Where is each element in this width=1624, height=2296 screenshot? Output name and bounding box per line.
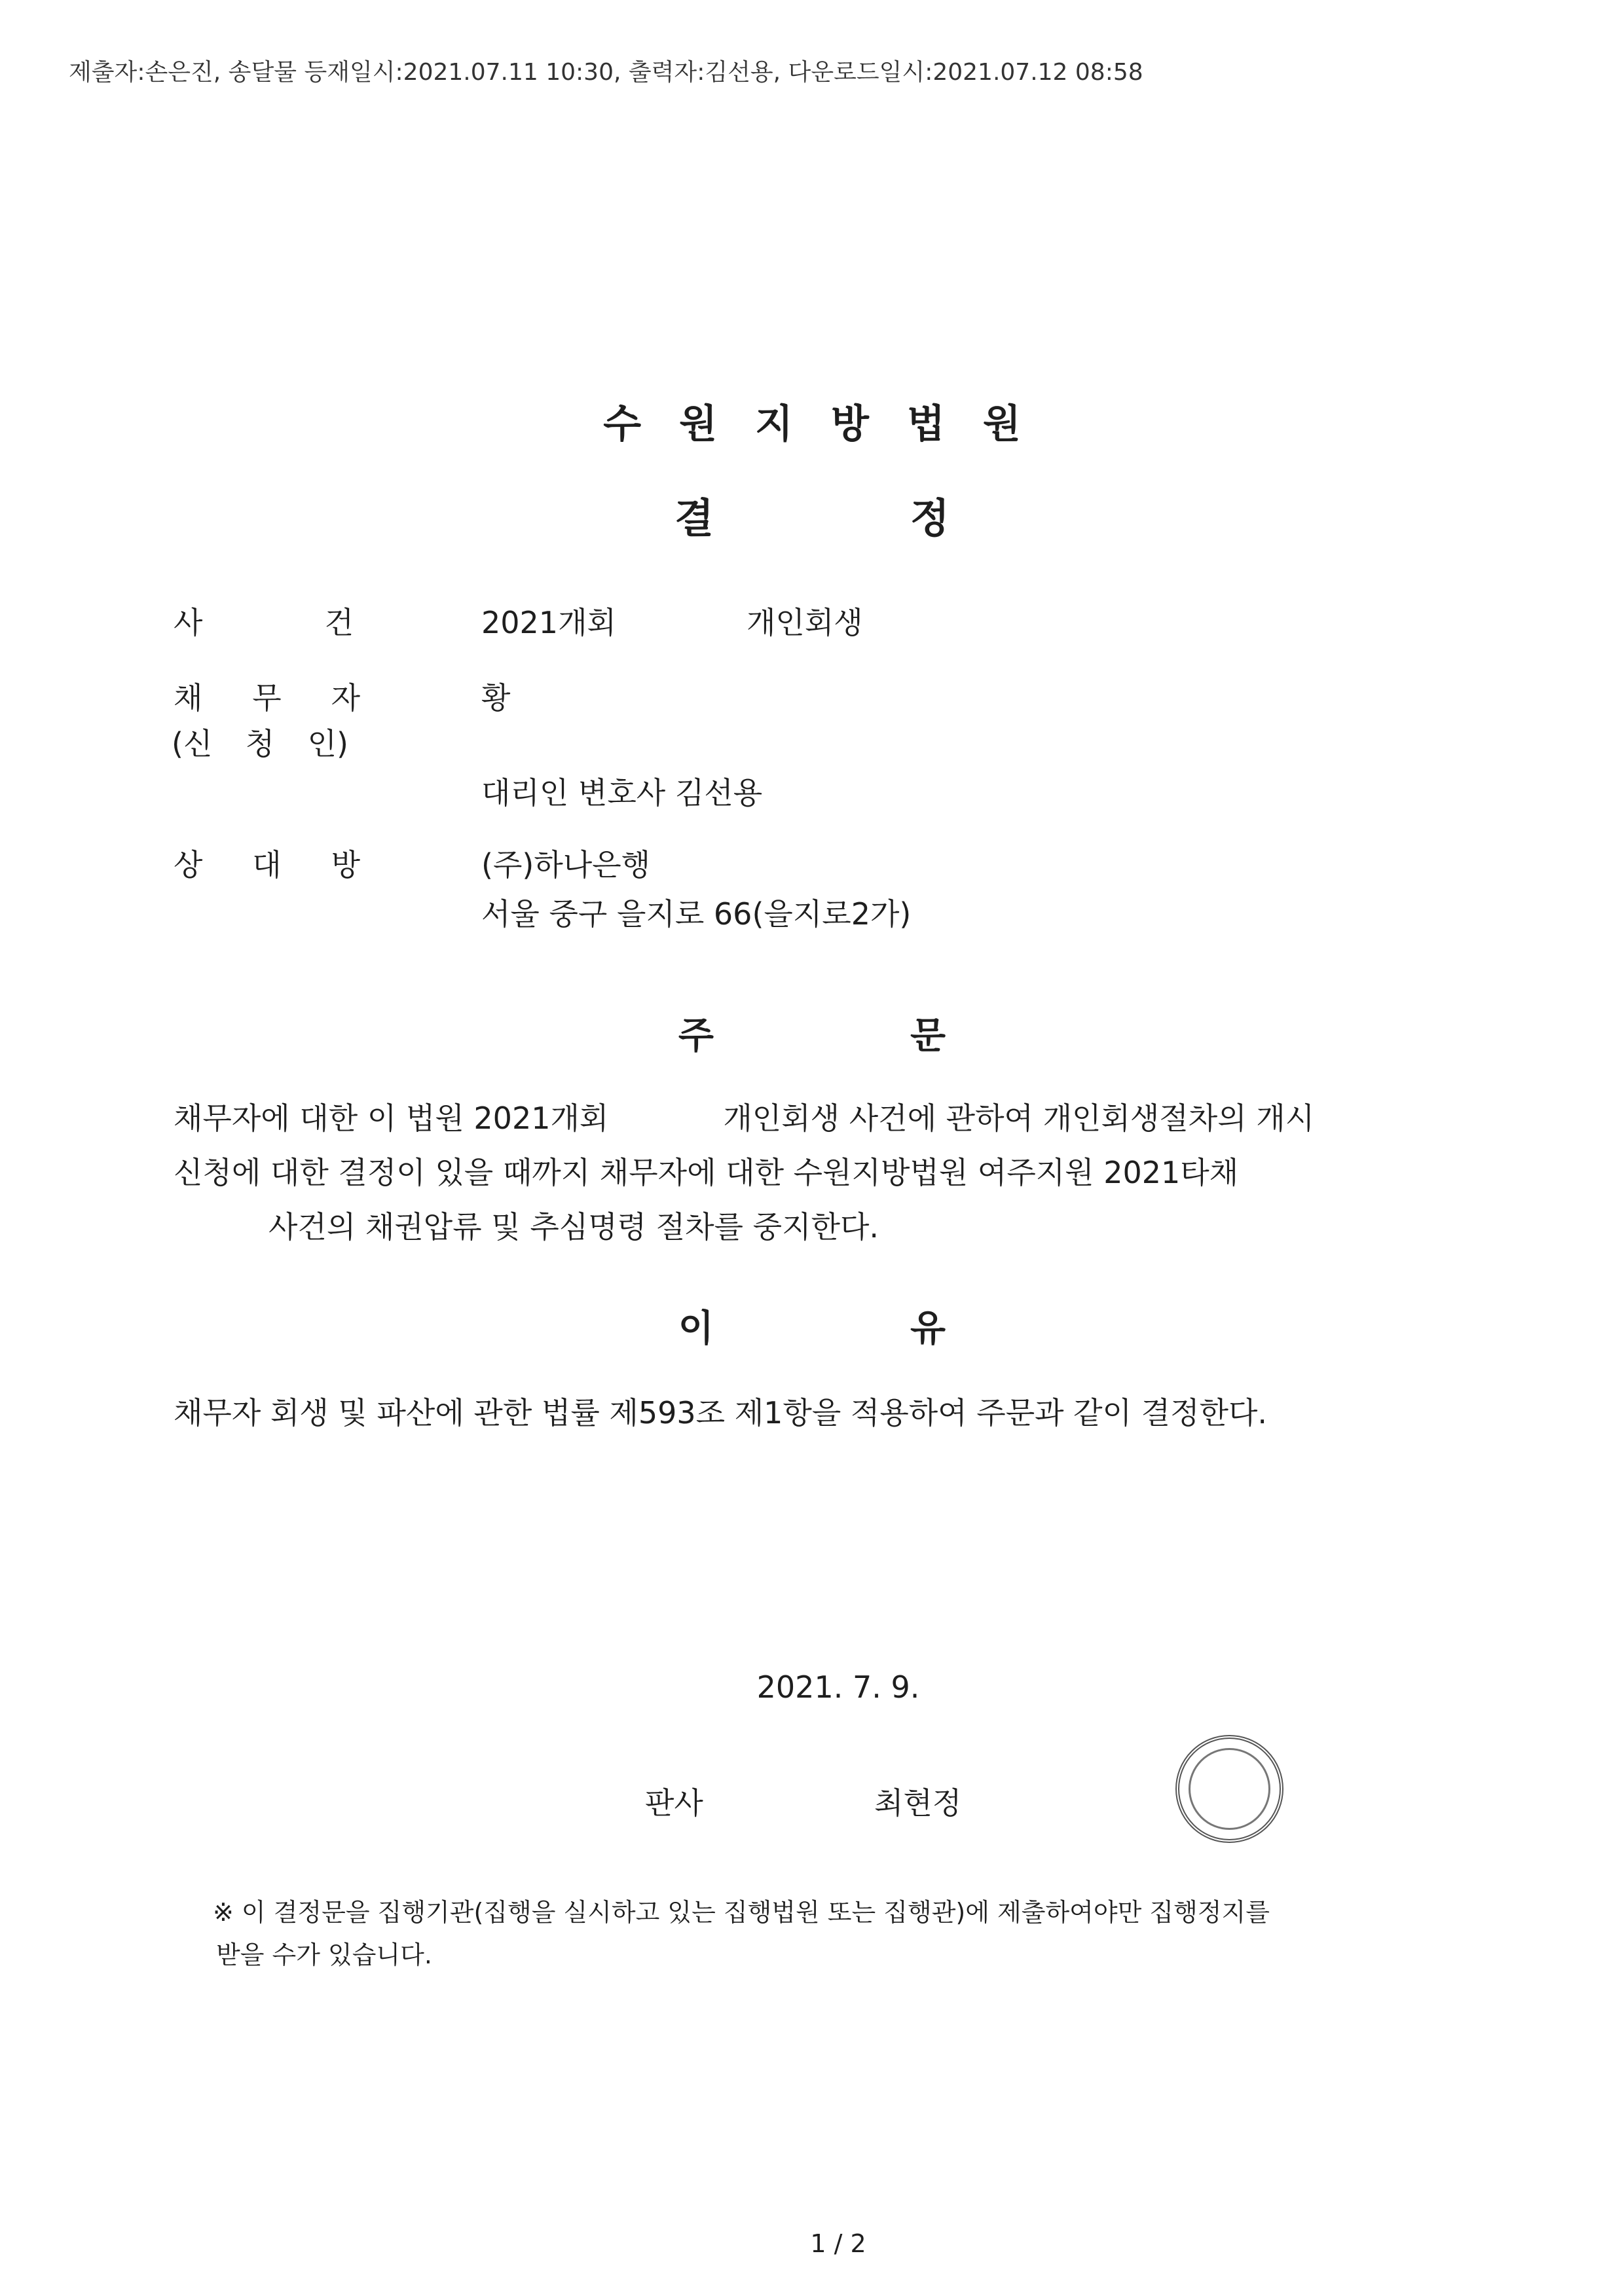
order-heading: 주 문: [678, 1015, 946, 1057]
judge-title: 판사: [645, 1785, 703, 1821]
order-line-2: 신청에 대한 결정이 있을 때까지 채무자에 대한 수원지방법원 여주지원 2021타채: [174, 1155, 1239, 1190]
applicant-label: (신 청 인): [172, 726, 348, 761]
debtor-agent: 대리인 변호사 김선용: [481, 775, 763, 811]
debtor-name: 황: [481, 680, 511, 716]
judge-seal: [1175, 1735, 1283, 1843]
decision-date: 2021. 7. 9.: [756, 1669, 920, 1705]
document-title: [0, 486, 1624, 544]
court-name: 수원지방법원: [603, 401, 1059, 447]
case-type: 개인회생: [747, 605, 863, 640]
notice-line-1: ※ 이 결정문을 집행기관(집행을 실시하고 있는 집행법원 또는 집행관)에 제출하여야만 집행정지를: [213, 1898, 1270, 1927]
order-line-1: [174, 1095, 1457, 1138]
title-char-2: 정: [910, 494, 950, 542]
opponent-name: (주)하나은행: [481, 847, 651, 883]
submission-header: 제출자:손은진, 송달물 등재일시:2021.07.11 10:30, 출력자:김선용, 다운로드일시:2021.07.12 08:58: [69, 59, 1143, 86]
case-label: 사 건: [174, 605, 354, 640]
opponent-label: 상 대 방: [174, 847, 360, 883]
opponent-address: 서울 중구 을지로 66(을지로2가): [481, 896, 912, 932]
order-line-1a: 채무자에 대한 이 법원 2021개회: [174, 1101, 609, 1136]
debtor-label: 채 무 자: [174, 680, 360, 716]
reason-heading: 이 유: [678, 1307, 946, 1350]
title-char-1: 결: [674, 494, 714, 542]
case-number: 2021개회: [481, 605, 616, 640]
reason-text: 채무자 회생 및 파산에 관한 법률 제593조 제1항을 적용하여 주문과 같이 결정한다.: [174, 1395, 1268, 1430]
order-line-1b: 개인회생 사건에 관하여 개인회생절차의 개시: [723, 1101, 1315, 1136]
judge-name: 최현정: [874, 1785, 962, 1821]
order-line-3: 사건의 채권압류 및 추심명령 절차를 중지한다.: [268, 1209, 879, 1245]
notice-line-2: 받을 수가 있습니다.: [216, 1941, 432, 1969]
page-number: 1 / 2: [810, 2229, 866, 2258]
